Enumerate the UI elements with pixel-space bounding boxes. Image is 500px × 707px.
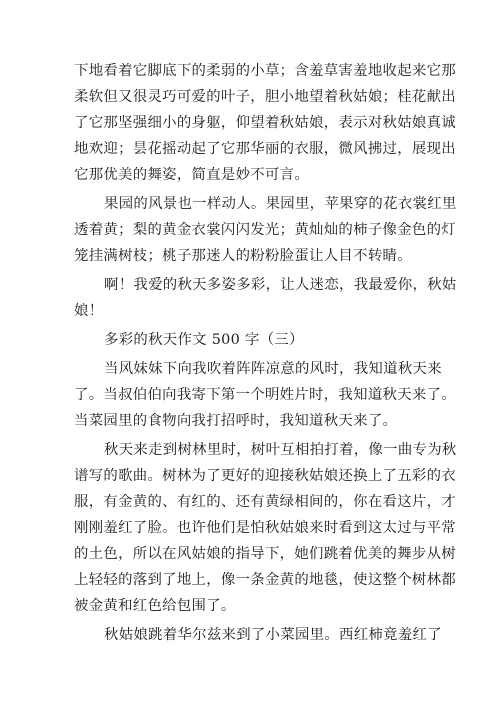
text-line: 上轻轻的落到了地上，像一条金黄的地毯，使这整个树林都 xyxy=(74,572,456,588)
paragraph-first-line: 秋姑娘跳着华尔兹来到了小菜园里。西红柿竟羞红了 xyxy=(104,627,442,643)
text-line: 下地看着它脚底下的柔弱的小草；含羞草害羞地收起来它那 xyxy=(74,63,456,79)
paragraph-first-line: 当风妹妹下向我吹着阵阵凉意的风时，我知道秋天来 xyxy=(104,361,442,377)
paragraph-first-line: 秋天来走到树林里时，树叶互相拍打着，像一曲专为秋 xyxy=(104,442,457,458)
paragraph-first-line: 啊！我爱的秋天多姿多彩，让人迷恋，我最爱你，秋姑 xyxy=(104,277,457,293)
text-line: 了它那坚强细小的身躯，仰望着秋姑娘，表示对秋姑娘真诚 xyxy=(74,115,456,131)
text-line: 当菜园里的食物向我打招呼时，我知道秋天来了。 xyxy=(74,413,398,429)
text-line: 柔软但又很灵巧可爱的叶子，胆小地望着秋姑娘；桂花献出 xyxy=(74,89,456,105)
text-line: 笼挂满树枝；桃子那迷人的粉粉脸蛋让人目不转睛。 xyxy=(74,248,412,264)
text-line: 地欢迎；昙花摇动起了它那华丽的衣服，微风拂过，展现出 xyxy=(74,141,456,157)
text-line: 透着黄；梨的黄金衣裳闪闪发光；黄灿灿的柿子像金色的灯 xyxy=(74,222,456,238)
text-line: 谱写的歌曲。树林为了更好的迎接秋姑娘还换上了五彩的衣 xyxy=(74,468,456,484)
text-line: 刚刚羞红了脸。也许他们是怕秋姑娘来时看到这太过与平常 xyxy=(74,520,456,536)
text-line: 被金黄和红色给包围了。 xyxy=(74,598,236,614)
paragraph-first-line: 果园的风景也一样动人。果园里，苹果穿的花衣裳红里 xyxy=(104,196,457,212)
paragraph-first-line: 多彩的秋天作文 500 字（三） xyxy=(104,332,304,348)
document-body xyxy=(74,58,457,648)
text-line: 了。当叔伯伯向我寄下第一个明姓片时，我知道秋天来了。 xyxy=(74,387,456,403)
text-line: 服，有金黄的、有红的、还有黄绿相间的，你在看这片，才 xyxy=(74,494,456,510)
text-line: 的土色，所以在风姑娘的指导下，她们跳着优美的舞步从树 xyxy=(74,546,456,562)
text-line: 它那优美的舞姿，简直是妙不可言。 xyxy=(74,167,310,183)
text-line: 娘！ xyxy=(74,303,104,319)
